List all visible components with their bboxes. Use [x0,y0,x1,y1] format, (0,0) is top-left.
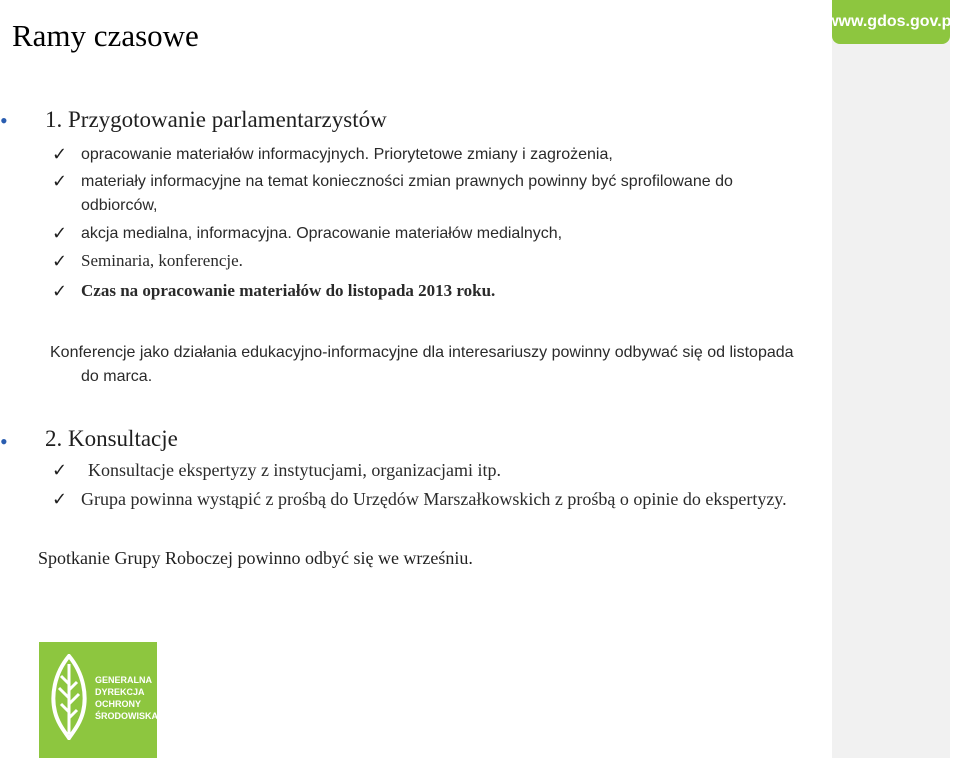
checkmark-icon: ✓ [52,223,68,244]
leaf-icon [49,654,89,740]
site-url-badge[interactable]: www.gdos.gov.pl [832,0,950,44]
checkmark-icon: ✓ [52,144,68,165]
bullet-dot-icon: • [0,108,8,133]
gdos-logo [39,642,157,758]
section1-item-5: Czas na opracowanie materiałów do listopada 2013 roku. [81,281,496,300]
closing-note: Spotkanie Grupy Roboczej powinno odbyć się we wrześniu. [38,548,473,568]
right-side-strip [832,0,950,758]
section1-heading: 1. Przygotowanie parlamentarzystów [45,107,387,132]
checkmark-icon: ✓ [52,171,68,192]
checkmark-icon: ✓ [52,489,68,510]
section1-item-2-cont: odbiorców, [81,197,158,214]
section1-item-2: materiały informacyjne na temat konieczności zmian prawnych powinny być sprofilowane do [81,173,733,190]
section1-item-4: Seminaria, konferencje. [81,251,243,270]
section1-note: Konferencje jako działania edukacyjno-informacyjne dla interesariuszy powinny odbywać się od listopada do marca. [50,344,794,385]
page-title: Ramy czasowe [12,18,199,53]
section2-item-2: Grupa powinna wystąpić z prośbą do Urzędów Marszałkowskich z prośbą o opinie do ekspertyzy. [81,489,787,509]
section1-item-3: akcja medialna, informacyjna. Opracowanie materiałów medialnych, [81,225,563,242]
checkmark-icon: ✓ [52,251,68,272]
section1-item-1: opracowanie materiałów informacyjnych. Priorytetowe zmiany i zagrożenia, [81,146,613,163]
section2-heading: 2. Konsultacje [45,426,178,451]
logo-text: GENERALNA DYREKCJA OCHRONY ŚRODOWISKA [95,675,158,721]
bullet-dot-icon: • [0,429,8,454]
section2-item-1: Konsultacje ekspertyzy z instytucjami, organizacjami itp. [88,460,502,480]
checkmark-icon: ✓ [52,460,68,481]
checkmark-icon: ✓ [52,281,68,302]
